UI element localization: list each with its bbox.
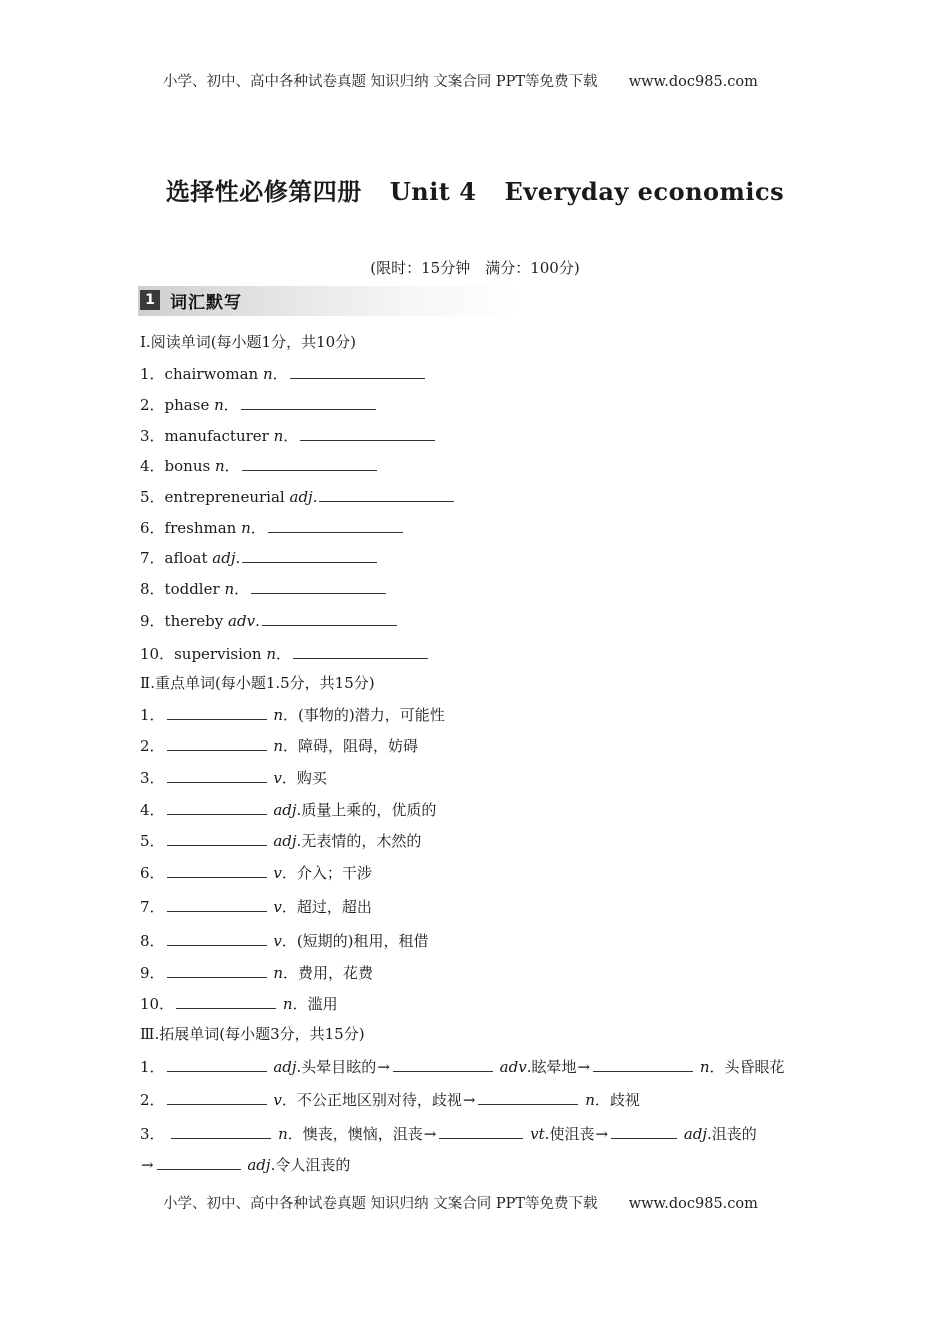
answer-blank[interactable] — [167, 963, 267, 978]
item-sep: . — [255, 612, 260, 630]
item-meaning: 介入；干涉 — [296, 864, 372, 882]
arrow-icon: → — [423, 1125, 437, 1143]
item-meaning: 质量上乘的，优质的 — [301, 801, 437, 819]
item-pos: v — [273, 769, 282, 787]
list-item — [140, 455, 379, 476]
item-meaning: (短期的)租用，租借 — [296, 932, 429, 950]
item-word: afloat — [164, 549, 208, 567]
item-number: 1． — [140, 706, 165, 724]
item-pos: adj — [273, 1058, 297, 1076]
item-number: 6． — [140, 864, 165, 882]
list-item — [140, 1056, 785, 1077]
item-pos: n — [273, 737, 283, 755]
list-item — [140, 643, 430, 664]
item-meaning: .头晕目眩的 — [296, 1058, 377, 1076]
page-footer — [163, 1192, 758, 1213]
item-meaning: 无表情的，木然的 — [301, 832, 422, 850]
answer-blank[interactable] — [319, 487, 454, 502]
arrow-icon: → — [377, 1058, 390, 1076]
list-item — [140, 767, 327, 788]
item-pos: v — [273, 932, 282, 950]
list-item — [140, 1089, 640, 1110]
list-item — [140, 799, 436, 820]
item-sep: ． — [281, 932, 297, 950]
item-number: 7． — [140, 549, 165, 567]
item-number: 5． — [140, 832, 165, 850]
item-pos: n — [266, 645, 277, 663]
item-pos: vt — [530, 1125, 545, 1143]
item-word: chairwoman — [164, 365, 259, 383]
item-number: 8． — [140, 932, 165, 950]
item-meaning: ．懊丧，懊恼，沮丧 — [287, 1125, 423, 1143]
item-meaning: ．头昏眼花 — [709, 1058, 785, 1076]
answer-blank[interactable] — [167, 736, 267, 751]
item-word: entrepreneurial — [164, 488, 285, 506]
item-word: phase — [164, 396, 210, 414]
list-item — [140, 735, 418, 756]
item-pos: n — [273, 706, 283, 724]
section-2-title — [140, 672, 375, 693]
answer-blank[interactable] — [167, 1057, 267, 1072]
list-item — [140, 930, 429, 951]
timing-note: (限时：15分钟 满分：100分) — [370, 259, 580, 277]
item-sep: ． — [281, 864, 297, 882]
item-meaning: .使沮丧 — [544, 1125, 595, 1143]
item-word: toddler — [164, 580, 220, 598]
answer-blank[interactable] — [167, 1090, 267, 1105]
header-site: www.doc985.com — [628, 74, 758, 90]
answer-blank[interactable] — [268, 518, 403, 533]
arrow-icon: → — [577, 1058, 591, 1076]
item-sep: ． — [292, 995, 308, 1013]
item-sep: ． — [234, 580, 250, 598]
list-item — [140, 704, 445, 725]
answer-blank[interactable] — [167, 897, 267, 912]
item-sep: ． — [272, 365, 288, 383]
list-item — [140, 830, 421, 851]
item-pos: adj — [289, 488, 313, 506]
list-item — [140, 610, 399, 631]
answer-blank[interactable] — [167, 863, 267, 878]
answer-blank[interactable] — [241, 395, 376, 410]
answer-blank[interactable] — [439, 1124, 523, 1139]
answer-blank[interactable] — [242, 456, 377, 471]
item-sep: . — [312, 488, 318, 506]
item-sep: ． — [283, 737, 299, 755]
answer-blank[interactable] — [167, 705, 267, 720]
item-number: 3． — [140, 1125, 165, 1143]
item-pos: n — [241, 519, 251, 537]
item-pos: adv — [499, 1058, 527, 1076]
list-item — [140, 896, 372, 917]
item-number: 9． — [140, 964, 165, 982]
item-pos: adj — [212, 549, 236, 567]
answer-blank[interactable] — [478, 1090, 578, 1105]
item-pos: n — [214, 457, 225, 475]
list-item — [140, 1123, 757, 1144]
item-number: 3． — [140, 427, 165, 445]
answer-blank[interactable] — [176, 994, 276, 1009]
item-pos: n — [585, 1091, 595, 1109]
item-meaning: (事物的)潜力，可能性 — [298, 706, 445, 724]
item-number: 10． — [140, 645, 175, 663]
section-banner-label: 词汇默写 — [170, 293, 242, 313]
item-sep: . — [296, 801, 302, 819]
item-pos: n — [214, 396, 224, 414]
item-sep: ． — [283, 706, 299, 724]
list-item — [140, 962, 373, 983]
item-pos: adj — [273, 832, 297, 850]
item-pos: adj — [273, 801, 297, 819]
list-item — [140, 363, 427, 384]
item-pos: n — [224, 580, 235, 598]
item-word: thereby — [164, 612, 224, 630]
item-meaning: 滥用 — [307, 995, 338, 1013]
answer-blank[interactable] — [262, 611, 397, 626]
item-number: 9． — [140, 612, 165, 630]
answer-blank[interactable] — [300, 426, 435, 441]
arrow-icon: → — [462, 1091, 476, 1109]
item-sep: . — [235, 549, 241, 567]
item-number: 2． — [140, 1091, 165, 1109]
item-pos: adv — [228, 612, 256, 630]
item-word: manufacturer — [164, 427, 269, 445]
section-2-heading: Ⅱ.重点单词 — [140, 674, 215, 692]
list-item — [140, 578, 388, 599]
item-sep: . — [296, 832, 302, 850]
arrow-icon: → — [595, 1125, 609, 1143]
item-number: 10． — [140, 995, 175, 1013]
list-item — [140, 486, 456, 507]
item-meaning: 费用，花费 — [298, 964, 374, 982]
title-unit: Unit 4 — [389, 177, 477, 206]
item-number: 2． — [140, 396, 165, 414]
answer-blank[interactable] — [251, 579, 386, 594]
item-meaning: .沮丧的 — [707, 1125, 757, 1143]
item-number: 4． — [140, 457, 165, 475]
item-meaning: 障碍，阻碍，妨碍 — [298, 737, 419, 755]
list-item — [140, 517, 405, 538]
list-item — [140, 425, 437, 446]
title-topic: Everyday economics — [504, 177, 785, 206]
header-text: 小学、初中、高中各种试卷真题 知识归纳 文案合同 PPT等免费下载 — [163, 74, 598, 90]
item-sep: ． — [283, 427, 299, 445]
answer-blank[interactable] — [611, 1124, 677, 1139]
item-number: 3． — [140, 769, 165, 787]
item-pos: adj — [683, 1125, 708, 1143]
title-part1: 选择性必修第四册 — [165, 177, 362, 206]
item-word: bonus — [164, 457, 211, 475]
footer-text: 小学、初中、高中各种试卷真题 知识归纳 文案合同 PPT等免费下载 — [163, 1196, 598, 1212]
item-number: 1． — [140, 365, 165, 383]
page-header — [163, 70, 758, 91]
item-number: 5． — [140, 488, 165, 506]
page-title — [0, 172, 950, 207]
item-sep: ． — [281, 769, 297, 787]
item-sep: ． — [283, 964, 299, 982]
section-3-title — [140, 1023, 365, 1044]
item-pos: n — [273, 964, 283, 982]
item-pos: v — [273, 1091, 282, 1109]
answer-blank[interactable] — [290, 364, 425, 379]
item-meaning: 购买 — [296, 769, 327, 787]
item-pos: n — [278, 1125, 288, 1143]
item-meaning: ．歧视 — [594, 1091, 640, 1109]
item-number: 8． — [140, 580, 165, 598]
item-sep: ． — [276, 645, 292, 663]
item-meaning: ．不公正地区别对待，歧视 — [281, 1091, 462, 1109]
item-pos: n — [282, 995, 293, 1013]
item-pos: n — [273, 427, 284, 445]
item-meaning: 超过，超出 — [296, 898, 372, 916]
item-sep: ． — [250, 519, 266, 537]
item-number: 2． — [140, 737, 165, 755]
item-number: 6． — [140, 519, 165, 537]
section-3-heading: Ⅲ.拓展单词 — [140, 1025, 220, 1043]
item-pos: n — [699, 1058, 710, 1076]
list-item — [140, 394, 378, 415]
answer-blank[interactable] — [167, 931, 267, 946]
section-1-title — [140, 331, 356, 352]
item-meaning: .令人沮丧的 — [270, 1156, 351, 1174]
section-number-badge: 1 — [140, 290, 160, 310]
item-pos: v — [273, 864, 282, 882]
item-word: freshman — [164, 519, 237, 537]
item-number: 1． — [140, 1058, 165, 1076]
section-2-note: (每小题1.5分，共15分) — [214, 674, 375, 692]
list-item — [140, 862, 372, 883]
item-sep: ． — [224, 457, 240, 475]
answer-blank[interactable] — [242, 548, 377, 563]
item-sep: ． — [223, 396, 239, 414]
item-number: 4． — [140, 801, 165, 819]
section-3-note: (每小题3分，共15分) — [219, 1025, 365, 1043]
item-number: 7． — [140, 898, 165, 916]
item-meaning: .眩晕地 — [526, 1058, 577, 1076]
section-1-note: (每小题1分，共10分) — [210, 333, 357, 351]
item-word: supervision — [174, 645, 262, 663]
list-item — [140, 547, 379, 568]
section-banner — [138, 286, 520, 316]
section-1-heading: Ⅰ.阅读单词 — [140, 333, 211, 351]
footer-site: www.doc985.com — [628, 1196, 758, 1212]
answer-blank[interactable] — [393, 1057, 493, 1072]
item-pos: n — [263, 365, 273, 383]
answer-blank[interactable] — [593, 1057, 693, 1072]
item-sep: ． — [281, 898, 297, 916]
list-item-continuation — [140, 1154, 350, 1175]
answer-blank[interactable] — [293, 644, 428, 659]
answer-blank[interactable] — [171, 1124, 271, 1139]
answer-blank[interactable] — [167, 768, 267, 783]
answer-blank[interactable] — [167, 831, 267, 846]
item-pos: adj — [247, 1156, 271, 1174]
answer-blank[interactable] — [157, 1155, 241, 1170]
arrow-icon: → — [141, 1156, 154, 1174]
answer-blank[interactable] — [167, 800, 267, 815]
item-pos: v — [273, 898, 282, 916]
list-item — [140, 993, 338, 1014]
